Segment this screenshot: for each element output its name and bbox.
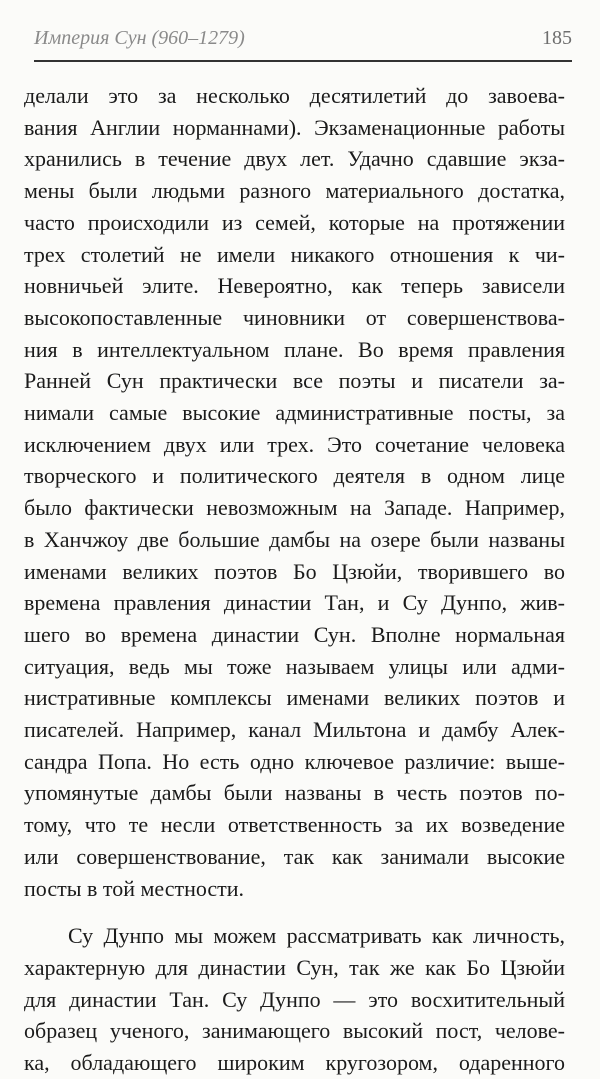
page-header bbox=[34, 27, 572, 63]
text-line: нистративные комплексы именами великих поэтов и bbox=[24, 685, 565, 711]
text-line: высокопоставленные чиновники от совершенствова- bbox=[24, 304, 565, 330]
page-number: 185 bbox=[542, 27, 572, 49]
text-line: времена правления династии Тан, и Су Дунпо, жив- bbox=[24, 590, 565, 616]
text-line: Ранней Сун практически все поэты и писатели за- bbox=[24, 368, 565, 394]
text-line: шего во времена династии Сун. Вполне нормальная bbox=[24, 621, 565, 647]
body-text bbox=[24, 80, 565, 1079]
text-line: новничьей элите. Невероятно, как теперь зависели bbox=[24, 273, 565, 299]
text-line: трех столетий не имели никакого отношения к чи- bbox=[24, 241, 565, 267]
text-line: Су Дунпо мы можем рассматривать как личность, bbox=[68, 923, 565, 949]
running-title: Империя Сун (960–1279) bbox=[34, 27, 245, 49]
text-line: или совершенствование, так как занимали высокие bbox=[24, 843, 565, 869]
text-line: писателей. Например, канал Мильтона и дамбу Алек- bbox=[24, 717, 565, 743]
text-line: именами великих поэтов Бо Цзюйи, творившего во bbox=[24, 558, 565, 584]
text-line: для династии Тан. Су Дунпо — это восхитительный bbox=[24, 986, 565, 1012]
text-line: вания Англии норманнами). Экзаменационные работы bbox=[24, 114, 565, 140]
text-line: делали это за несколько десятилетий до завоева- bbox=[24, 83, 565, 108]
text-line: ния в интеллектуальном плане. Во время правления bbox=[24, 336, 565, 362]
text-line: в Ханчжоу две большие дамбы на озере были названы bbox=[24, 526, 565, 552]
text-line: характерную для династии Сун, так же как Бо Цзюйи bbox=[24, 954, 565, 980]
paragraph-2 bbox=[24, 920, 565, 1079]
text-line: упомянутые дамбы были названы в честь поэтов по- bbox=[24, 780, 565, 806]
text-line: нимали самые высокие административные посты, за bbox=[24, 400, 565, 426]
text-line: сандра Попа. Но есть одно ключевое различие: выше- bbox=[24, 748, 565, 774]
text-line: творческого и политического деятеля в одном лице bbox=[24, 463, 565, 489]
text-line: тому, что те несли ответственность за их возведение bbox=[24, 812, 565, 838]
text-line: мены были людьми разного материального достатка, bbox=[24, 178, 565, 204]
text-line: образец ученого, занимающего высокий пост, челове- bbox=[24, 1018, 565, 1044]
text-line: посты в той местности. bbox=[24, 875, 245, 901]
text-line: ситуация, ведь мы тоже называем улицы или адми- bbox=[24, 653, 565, 679]
text-line: было фактически невозможным на Западе. Например, bbox=[24, 495, 565, 521]
text-line: исключением двух или трех. Это сочетание человека bbox=[24, 431, 565, 457]
text-line: хранились в течение двух лет. Удачно сдавшие экза- bbox=[24, 146, 565, 172]
text-line: ка, обладающего широким кругозором, одаренного bbox=[24, 1050, 565, 1076]
paragraph-1 bbox=[24, 80, 565, 904]
text-line: часто происходили из семей, которые на протяжении bbox=[24, 209, 565, 235]
header-rule bbox=[34, 60, 572, 62]
